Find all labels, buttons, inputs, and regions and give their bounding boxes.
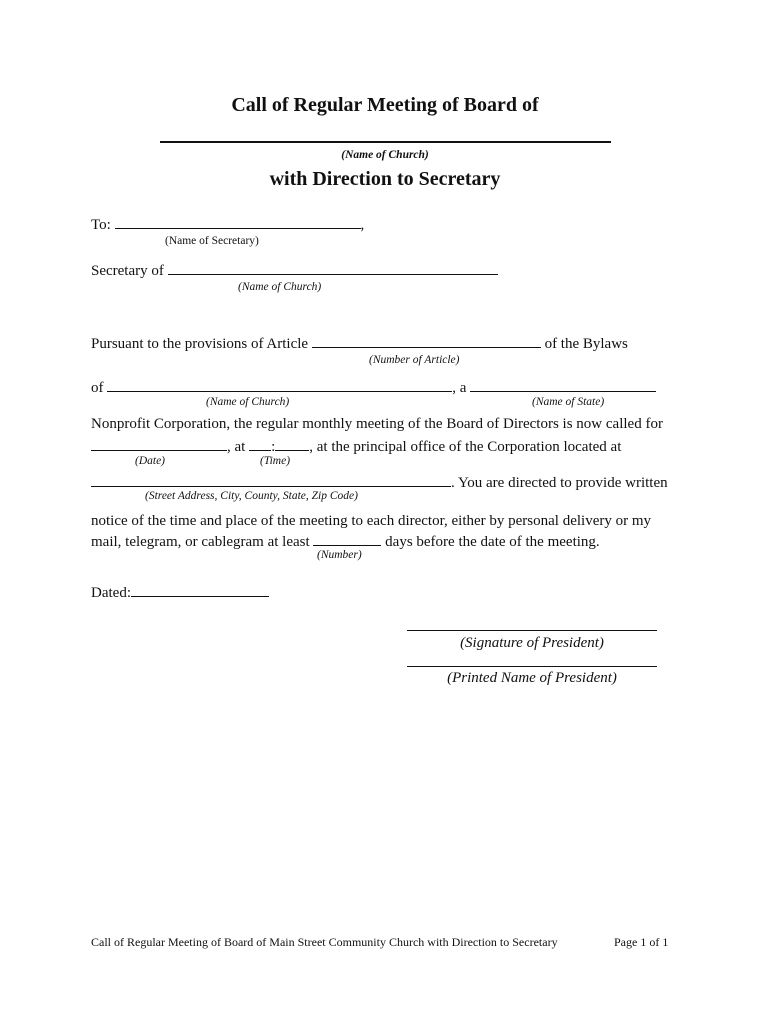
time-colon: : xyxy=(271,439,276,455)
document-title: Call of Regular Meeting of Board of xyxy=(231,94,539,116)
mail-row xyxy=(91,531,600,551)
printed-name-caption: (Printed Name of President) xyxy=(447,670,617,686)
secretary-of-label: Secretary of xyxy=(91,263,164,279)
pursuant-row xyxy=(91,333,628,353)
date-caption: (Date) xyxy=(135,455,166,467)
a-label: , a xyxy=(452,380,467,396)
pursuant-text: Pursuant to the provisions of Article xyxy=(91,336,309,352)
hour-field[interactable] xyxy=(249,436,271,451)
address-row xyxy=(91,472,668,492)
address-field[interactable] xyxy=(91,472,451,487)
dated-label: Dated: xyxy=(91,585,131,601)
secretary-name-field[interactable] xyxy=(115,214,361,229)
number-caption: (Number) xyxy=(317,549,362,561)
date-time-row xyxy=(91,436,621,456)
time-caption: (Time) xyxy=(260,455,291,467)
church-caption-2: (Name of Church) xyxy=(206,396,290,408)
page-number: Page 1 of 1 xyxy=(614,935,669,949)
state-caption: (Name of State) xyxy=(532,396,605,408)
secretary-church-caption: (Name of Church) xyxy=(238,281,322,293)
days-number-field[interactable] xyxy=(313,531,381,546)
notice-text: notice of the time and place of the meeting to each director, either by personal delivery or my xyxy=(91,513,652,529)
document-subtitle: with Direction to Secretary xyxy=(269,168,501,190)
principal-office-text: , at the principal office of the Corporation located at xyxy=(309,439,622,455)
article-number-field[interactable] xyxy=(312,333,541,348)
state-name-field[interactable] xyxy=(470,377,656,392)
signature-line[interactable] xyxy=(407,630,657,631)
of-the-bylaws-text: of the Bylaws xyxy=(544,336,628,352)
at-label: , at xyxy=(227,439,246,455)
signature-caption: (Signature of President) xyxy=(460,635,604,651)
to-row: To: , xyxy=(91,214,364,234)
church-name-line[interactable] xyxy=(160,141,611,143)
secretary-of-row xyxy=(91,260,498,280)
dated-row xyxy=(91,582,269,602)
footer-text: Call of Regular Meeting of Board of Main Street Community Church with Direction to Secretary xyxy=(91,935,558,949)
secretary-church-field[interactable] xyxy=(168,260,498,275)
printed-name-line[interactable] xyxy=(407,666,657,667)
days-text: days before the date of the meeting. xyxy=(385,534,600,550)
church-name-caption-top: (Name of Church) xyxy=(341,149,429,161)
church-name-field[interactable] xyxy=(107,377,452,392)
to-label: To: xyxy=(91,217,111,233)
address-caption: (Street Address, City, County, State, Zip Code) xyxy=(145,490,358,502)
dated-field[interactable] xyxy=(131,582,269,597)
date-field[interactable] xyxy=(91,436,227,451)
mail-text: mail, telegram, or cablegram at least xyxy=(91,534,310,550)
directed-text: . You are directed to provide written xyxy=(451,475,668,491)
secretary-caption: (Name of Secretary) xyxy=(165,235,259,247)
minute-field[interactable] xyxy=(275,436,309,451)
of-label: of xyxy=(91,380,104,396)
article-caption: (Number of Article) xyxy=(369,354,460,366)
nonprofit-text: Nonprofit Corporation, the regular monthly meeting of the Board of Directors is now called for xyxy=(91,416,663,432)
of-row xyxy=(91,377,656,397)
